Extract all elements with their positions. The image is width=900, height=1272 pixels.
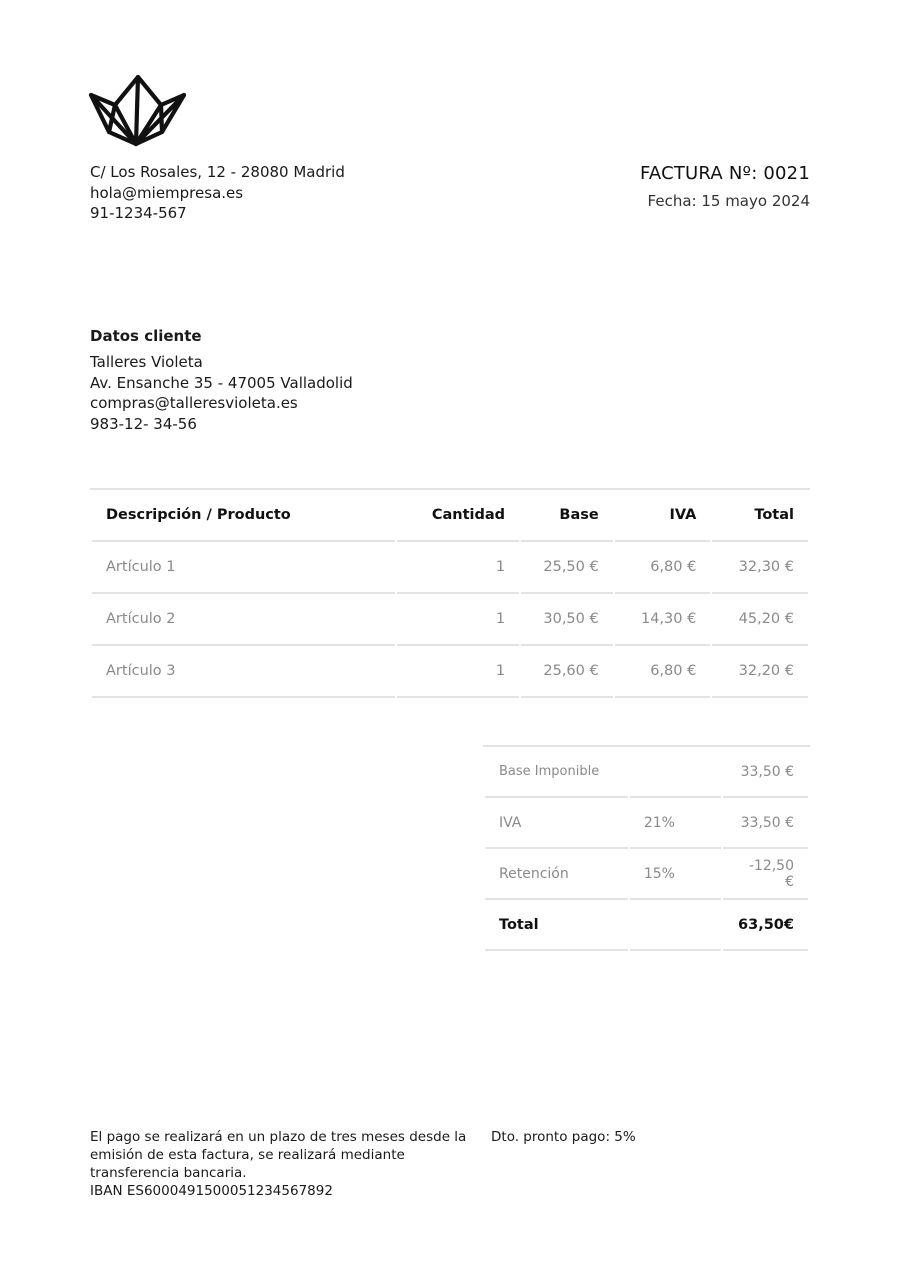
company-logo-icon bbox=[88, 74, 188, 148]
grand-total-amount: 63,50€ bbox=[723, 900, 808, 951]
header-quantity: Cantidad bbox=[397, 490, 519, 542]
totals-row-withholding bbox=[485, 849, 808, 900]
totals-row-base bbox=[485, 747, 808, 798]
payment-terms-line: emisión de esta factura, se realizará mediante bbox=[90, 1147, 405, 1163]
client-address: Av. Ensanche 35 - 47005 Valladolid bbox=[90, 373, 353, 392]
totals-label: Total bbox=[485, 900, 628, 951]
totals-label: Base Imponible bbox=[485, 747, 628, 798]
payment-terms-line: transferencia bancaria. bbox=[90, 1165, 247, 1181]
invoice-header bbox=[640, 162, 810, 212]
company-phone: 91-1234-567 bbox=[90, 204, 187, 222]
item-total: 32,30 € bbox=[712, 542, 808, 594]
client-phone: 983-12- 34-56 bbox=[90, 414, 197, 433]
item-quantity: 1 bbox=[397, 542, 519, 594]
totals-amount: 33,50 € bbox=[723, 747, 808, 798]
invoice-date: Fecha: 15 mayo 2024 bbox=[647, 192, 810, 210]
totals-row-grand-total bbox=[485, 900, 808, 951]
totals-table bbox=[483, 745, 810, 951]
item-base: 25,60 € bbox=[521, 646, 613, 698]
early-payment-discount: Dto. pronto pago: 5% bbox=[491, 1129, 636, 1145]
header-description: Descripción / Producto bbox=[92, 490, 395, 542]
header-base: Base bbox=[521, 490, 613, 542]
totals-rate bbox=[630, 747, 721, 798]
totals-rate: 15% bbox=[630, 849, 721, 900]
item-quantity: 1 bbox=[397, 594, 519, 646]
company-address: C/ Los Rosales, 12 - 28080 Madrid bbox=[90, 163, 345, 181]
totals-label: Retención bbox=[485, 849, 628, 900]
item-vat: 6,80 € bbox=[615, 646, 711, 698]
item-base: 30,50 € bbox=[521, 594, 613, 646]
totals-rate: 21% bbox=[630, 798, 721, 849]
totals-amount: -12,50 € bbox=[723, 849, 808, 900]
iban: IBAN ES6000491500051234567892 bbox=[90, 1183, 333, 1199]
item-description: Artículo 3 bbox=[92, 646, 395, 698]
item-vat: 14,30 € bbox=[615, 594, 711, 646]
item-base: 25,50 € bbox=[521, 542, 613, 594]
client-info bbox=[90, 326, 353, 434]
item-quantity: 1 bbox=[397, 646, 519, 698]
invoice-number: FACTURA Nº: 0021 bbox=[640, 163, 810, 184]
payment-terms-line: El pago se realizará en un plazo de tres meses desde la bbox=[90, 1129, 467, 1145]
client-name: Talleres Violeta bbox=[90, 353, 203, 371]
header-vat: IVA bbox=[615, 490, 711, 542]
table-row bbox=[92, 646, 808, 698]
table-row bbox=[92, 594, 808, 646]
header-total: Total bbox=[712, 490, 808, 542]
client-heading: Datos cliente bbox=[90, 327, 202, 345]
totals-amount: 33,50 € bbox=[723, 798, 808, 849]
item-vat: 6,80 € bbox=[615, 542, 711, 594]
item-description: Artículo 1 bbox=[92, 542, 395, 594]
items-table bbox=[90, 488, 810, 698]
table-row bbox=[92, 542, 808, 594]
totals-row-vat bbox=[485, 798, 808, 849]
item-description: Artículo 2 bbox=[92, 594, 395, 646]
company-email: hola@miempresa.es bbox=[90, 183, 244, 202]
payment-terms bbox=[90, 1128, 480, 1200]
totals-rate bbox=[630, 900, 721, 951]
items-header-row bbox=[92, 490, 808, 542]
totals-label: IVA bbox=[485, 798, 628, 849]
item-total: 32,20 € bbox=[712, 646, 808, 698]
client-email: compras@talleresvioleta.es bbox=[90, 394, 298, 412]
item-total: 45,20 € bbox=[712, 594, 808, 646]
company-info bbox=[90, 162, 345, 224]
